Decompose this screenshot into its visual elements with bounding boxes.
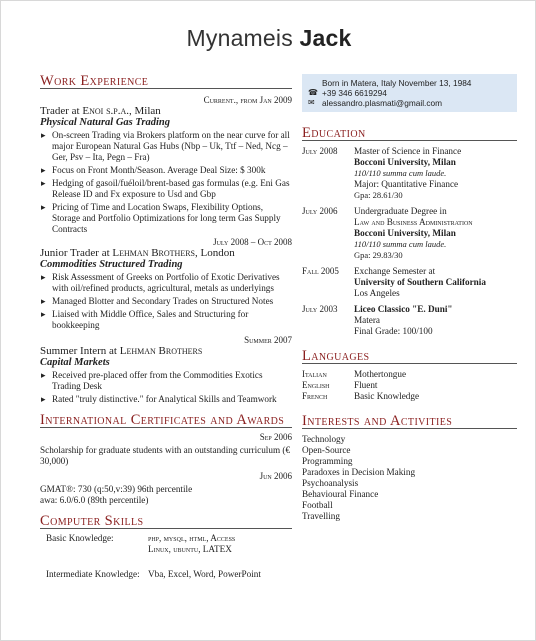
interests-heading: Interests and Activities — [302, 416, 517, 429]
edu-line: 110/110 summa cum laude. — [354, 239, 447, 249]
edu-content — [354, 146, 517, 201]
bullet-item: ▸ Liaised with Middle Office, Sales and Structuring for bookkeeping — [40, 309, 292, 331]
job-date: Summer 2007 — [244, 335, 292, 345]
skills-row — [40, 569, 292, 580]
resume-name — [1, 25, 536, 52]
job-location: , Milan — [129, 105, 161, 117]
job-role: Summer Intern at — [40, 345, 120, 357]
work-experience-heading: Work Experience — [40, 76, 292, 89]
interest-item: Psychoanalysis — [302, 478, 359, 488]
interest-item: Travelling — [302, 511, 340, 521]
cert-item — [40, 484, 292, 506]
edu-line: Matera — [354, 315, 381, 325]
education-entry — [302, 266, 517, 299]
job-date: Current., from Jan 2009 — [203, 95, 292, 105]
edu-content — [354, 206, 517, 261]
phone-text[interactable]: +39 346 6619294 — [322, 88, 387, 98]
language-row — [302, 380, 517, 391]
edu-line: Undergraduate Degree in — [354, 206, 447, 216]
bullet-item: ▸ Hedging of gasoil/fuéloil/brent-based gas formulas (e.g. Eni Gas Release ID and Fx exposure to Usd and Gbp — [40, 178, 292, 200]
interest-item: Football — [302, 500, 333, 510]
edu-date: July 2006 — [302, 206, 338, 216]
interests-list — [302, 434, 517, 522]
edu-date: Fall 2005 — [302, 266, 339, 276]
phone-icon: ☎ — [308, 88, 318, 97]
language-level: Mothertongue — [354, 369, 407, 379]
edu-line: Master of Science in Finance — [354, 146, 462, 156]
contact-email — [308, 98, 511, 108]
interest-item: Behavioural Finance — [302, 489, 379, 499]
skill-level: Intermediate Knowledge: — [46, 569, 140, 579]
skill-level: Basic Knowledge: — [46, 533, 114, 543]
cert-date: Jun 2006 — [259, 471, 292, 481]
skill-list — [148, 533, 235, 555]
job-company: Enoi s.p.a. — [82, 105, 129, 117]
education-entry — [302, 304, 517, 337]
edu-line: Exchange Semester at — [354, 266, 436, 276]
edu-content — [354, 266, 517, 299]
education-heading: Education — [302, 128, 517, 141]
last-name: Jack — [299, 25, 352, 51]
bullet-item: ▸ On-screen Trading via Brokers platform on the near curve for all major European Natural Gas Hubs (Nbp – Uk, Ttf – Ned, Ncg – Ger, Psv – Ita, Pegn – Fra) — [40, 130, 292, 163]
job-company: Lehman Brothers — [119, 345, 203, 357]
email-icon: ✉ — [308, 98, 315, 107]
job-subtitle: Commodities Structured Trading — [40, 259, 183, 270]
interest-item: Open-Source — [302, 445, 351, 455]
job-bullets — [40, 370, 292, 405]
job-subtitle: Physical Natural Gas Trading — [40, 117, 170, 128]
edu-line: Liceo Classico "E. Duni" — [354, 304, 453, 314]
edu-line: 110/110 summa cum laude. — [354, 168, 447, 178]
education-entry — [302, 206, 517, 261]
awa-score: awa: 6.0/6.0 (89th percentile) — [40, 495, 149, 505]
languages-heading: Languages — [302, 351, 517, 364]
computer-skills-heading: Computer Skills — [40, 516, 292, 529]
job-role: Junior Trader at — [40, 247, 113, 259]
edu-line: Final Grade: 100/100 — [354, 326, 433, 336]
birth-text: Born in Matera, Italy November 13, 1984 — [322, 78, 472, 88]
job-company: Lehman Brothers — [112, 247, 196, 259]
certificates-heading: International Certificates and Awards — [40, 415, 292, 428]
education-entry — [302, 146, 517, 201]
edu-line: Bocconi University, Milan — [354, 157, 456, 167]
job-role: Trader at — [40, 105, 83, 117]
language-level: Basic Knowledge — [354, 391, 420, 401]
language-name: English — [302, 380, 330, 390]
left-column — [40, 73, 292, 580]
job-date: July 2008 – Oct 2008 — [213, 237, 292, 247]
skill-line: php, mysql, html, Access — [148, 533, 236, 543]
job-title — [40, 346, 292, 357]
job-bullets — [40, 130, 292, 235]
job-title — [40, 106, 292, 117]
edu-line: University of Southern California — [354, 277, 486, 287]
first-name: Mynameis — [186, 25, 293, 51]
blank-icon — [308, 78, 322, 88]
edu-content — [354, 304, 517, 337]
languages-list — [302, 369, 517, 402]
job-subtitle: Capital Markets — [40, 357, 110, 368]
email-text[interactable]: alessandro.plasmati@gmail.com — [322, 98, 443, 108]
edu-line: Los Angeles — [354, 288, 400, 298]
edu-line: Gpa: 28.61/30 — [354, 190, 403, 200]
gmat-score: GMAT®: 730 (q:50,v:39) 96th percentile — [40, 484, 193, 494]
language-name: French — [302, 391, 328, 401]
bullet-item: ▸ Received pre-placed offer from the Commodities Exotics Trading Desk — [40, 370, 292, 392]
language-row — [302, 391, 517, 402]
bullet-item: ▸ Pricing of Time and Location Swaps, Flexibility Options, Storage and Portfolio Optimizations for long term Gas Supply Contracts — [40, 202, 292, 235]
interest-item: Paradoxes in Decision Making — [302, 467, 416, 477]
contact-box — [302, 74, 517, 112]
language-row — [302, 369, 517, 380]
edu-line: Law and Business Administration — [354, 217, 473, 227]
edu-line: Major: Quantitative Finance — [354, 179, 459, 189]
skills-row — [40, 533, 292, 555]
bullet-item: ▸ Managed Blotter and Secondary Trades on Structured Notes — [40, 296, 292, 307]
cert-date: Sep 2006 — [259, 432, 292, 442]
edu-date: July 2008 — [302, 146, 338, 156]
contact-phone — [308, 88, 511, 98]
right-column — [302, 74, 517, 522]
edu-line: Gpa: 29.83/30 — [354, 250, 403, 260]
job-location: , London — [195, 247, 235, 259]
bullet-item: ▸ Risk Assessment of Greeks on Portfolio of Exotic Derivatives with oil/refined products, agricultural, metals as underlyings — [40, 272, 292, 294]
contact-birth — [308, 78, 511, 88]
interest-item: Programming — [302, 456, 353, 466]
job-bullets — [40, 272, 292, 331]
interest-item: Technology — [302, 434, 346, 444]
language-name: Italian — [302, 369, 327, 379]
skill-line: Linux, ubuntu, LATEX — [148, 544, 232, 554]
edu-line: Bocconi University, Milan — [354, 228, 456, 238]
edu-date: July 2003 — [302, 304, 338, 314]
skill-list: Vba, Excel, Word, PowerPoint — [148, 569, 261, 579]
job-title — [40, 248, 292, 259]
bullet-item: ▸ Rated "truly distinctive." for Analytical Skills and Teamwork — [40, 394, 292, 405]
cert-item: Scholarship for graduate students with an outstanding curriculum (€ 30,000) — [40, 445, 291, 466]
bullet-item: ▸ Focus on Front Month/Season. Average Deal Size: $ 300k — [40, 165, 292, 176]
language-level: Fluent — [354, 380, 378, 390]
